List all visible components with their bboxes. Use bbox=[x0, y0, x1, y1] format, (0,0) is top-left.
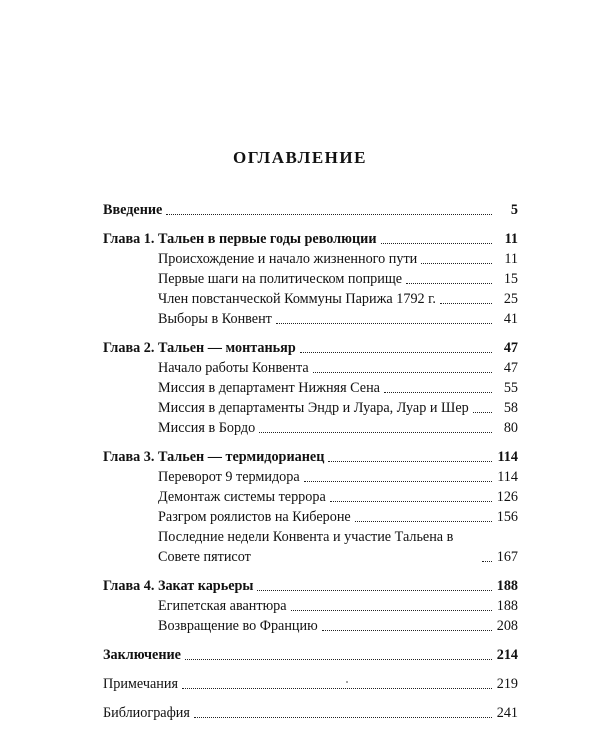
page-number: 188 bbox=[496, 598, 518, 614]
toc-entry-section bbox=[158, 249, 518, 269]
toc-entry-chapter-4 bbox=[103, 576, 518, 596]
entry-label: Примечания bbox=[103, 676, 178, 692]
toc-entry-section bbox=[158, 358, 518, 378]
page-number: 126 bbox=[496, 489, 518, 505]
page-number: 11 bbox=[504, 251, 518, 267]
entry-label: Глава 1. Тальен в первые годы революции bbox=[103, 231, 377, 247]
page-title: ОГЛАВЛЕНИЕ bbox=[233, 148, 367, 167]
toc-entry-section bbox=[158, 269, 518, 289]
page-number: 114 bbox=[497, 469, 518, 485]
toc-entry-chapter-1 bbox=[103, 229, 518, 249]
entry-label: Начало работы Конвента bbox=[158, 360, 309, 376]
toc-entry-section bbox=[158, 289, 518, 309]
dot-leader bbox=[406, 282, 492, 284]
toc-entry-bibliography bbox=[103, 703, 518, 723]
entry-label: Библиография bbox=[103, 705, 190, 721]
toc-entry-chapter-2 bbox=[103, 338, 518, 358]
entry-label: Выборы в Конвент bbox=[158, 311, 272, 327]
entry-label: Миссия в департаменты Эндр и Луара, Луар и Шер bbox=[158, 400, 469, 416]
entry-label: Последние недели Конвента и участие Тальена в Совете пятисот bbox=[158, 529, 454, 565]
entry-label: Член повстанческой Коммуны Парижа 1792 г. bbox=[158, 291, 436, 307]
entry-label: Возвращение во Францию bbox=[158, 618, 318, 634]
entry-label: Миссия в департамент Нижняя Сена bbox=[158, 380, 380, 396]
page-number: 41 bbox=[503, 311, 518, 327]
entry-label: Разгром роялистов на Кибероне bbox=[158, 509, 351, 525]
entry-label: Глава 4. Закат карьеры bbox=[103, 578, 254, 594]
dot-leader bbox=[291, 609, 492, 611]
dot-leader bbox=[313, 371, 492, 373]
entry-label: Миссия в Бордо bbox=[158, 420, 256, 436]
entry-label: Переворот 9 термидора bbox=[158, 469, 300, 485]
dot-leader bbox=[194, 716, 492, 718]
dot-leader bbox=[473, 411, 492, 413]
dot-leader bbox=[381, 242, 493, 244]
entry-label: Заключение bbox=[103, 647, 181, 663]
toc-entry-section bbox=[158, 418, 518, 438]
dot-leader bbox=[328, 460, 492, 462]
dot-leader bbox=[166, 213, 492, 215]
page-number: 208 bbox=[496, 618, 518, 634]
dot-leader bbox=[330, 500, 492, 502]
entry-label: Глава 2. Тальен — монтаньяр bbox=[103, 340, 296, 356]
page-number: 15 bbox=[503, 271, 518, 287]
toc-entry-section bbox=[158, 487, 518, 507]
toc-entry-section bbox=[158, 398, 518, 418]
toc-entry-notes bbox=[103, 674, 518, 694]
dot-leader bbox=[300, 351, 492, 353]
page-number: 156 bbox=[496, 509, 518, 525]
dot-leader bbox=[384, 391, 492, 393]
dot-leader bbox=[421, 262, 492, 264]
toc-entry-chapter-3 bbox=[103, 447, 518, 467]
dot-leader bbox=[182, 687, 492, 689]
page-number: 11 bbox=[504, 231, 518, 247]
table-of-contents bbox=[103, 200, 518, 723]
toc-entry-section bbox=[158, 507, 518, 527]
dot-leader bbox=[185, 658, 492, 660]
toc-entry-conclusion bbox=[103, 645, 518, 665]
toc-entry-section bbox=[158, 616, 518, 636]
entry-label: Египетская авантюра bbox=[158, 598, 287, 614]
page-number: 188 bbox=[496, 578, 518, 594]
dot-leader bbox=[259, 431, 492, 433]
toc-entry-section bbox=[158, 596, 518, 616]
entry-label: Введение bbox=[103, 202, 163, 218]
toc-entry-section bbox=[158, 309, 518, 329]
entry-label: Первые шаги на политическом поприще bbox=[158, 271, 403, 287]
page-number: 167 bbox=[496, 549, 518, 565]
toc-entry-section bbox=[158, 527, 518, 567]
entry-label: Глава 3. Тальен — термидорианец bbox=[103, 449, 325, 465]
page-number: 5 bbox=[510, 202, 518, 218]
toc-entry-introduction bbox=[103, 200, 518, 220]
dot-leader bbox=[276, 322, 492, 324]
dot-leader bbox=[440, 302, 492, 304]
page-number: 25 bbox=[503, 291, 518, 307]
print-speck bbox=[346, 681, 348, 683]
toc-entry-section bbox=[158, 467, 518, 487]
page-number: 219 bbox=[496, 676, 518, 692]
entry-label: Происхождение и начало жизненного пути bbox=[158, 251, 418, 267]
dot-leader bbox=[355, 520, 492, 522]
page-number: 241 bbox=[496, 705, 518, 721]
dot-leader bbox=[304, 480, 492, 482]
page-number: 214 bbox=[496, 647, 518, 663]
page-number: 58 bbox=[503, 400, 518, 416]
dot-leader bbox=[482, 560, 492, 562]
toc-entry-section bbox=[158, 378, 518, 398]
page-number: 114 bbox=[497, 449, 518, 465]
page-number: 80 bbox=[503, 420, 518, 436]
dot-leader bbox=[322, 629, 492, 631]
dot-leader bbox=[257, 589, 492, 591]
entry-label: Демонтаж системы террора bbox=[158, 489, 326, 505]
page-number: 47 bbox=[503, 340, 518, 356]
page-number: 55 bbox=[503, 380, 518, 396]
page-number: 47 bbox=[503, 360, 518, 376]
